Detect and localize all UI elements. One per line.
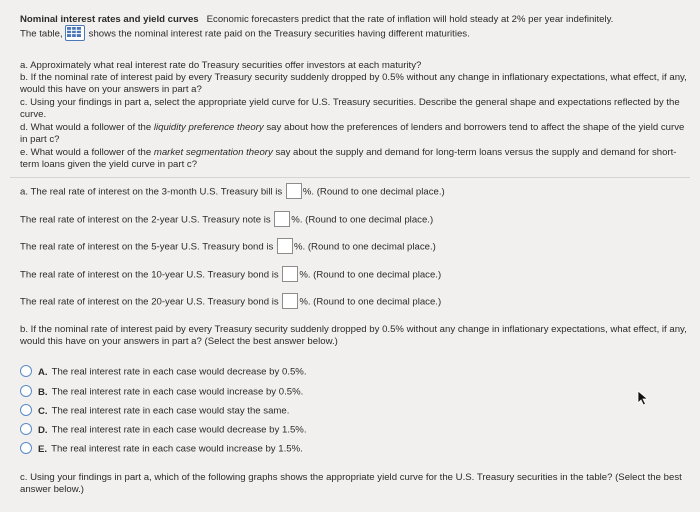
answer-input-3-month[interactable] — [286, 183, 302, 199]
mouse-cursor-icon — [637, 390, 649, 406]
option-b[interactable]: B. The real interest rate in each case would increase by 0.5%. — [20, 386, 303, 399]
option-a[interactable]: A. The real interest rate in each case would decrease by 0.5%. — [20, 366, 307, 379]
option-e[interactable]: E. The real interest rate in each case would increase by 1.5%. — [20, 443, 303, 456]
question-a: a. Approximately what real interest rate do Treasury securities offer investors at each maturity? — [20, 60, 422, 71]
problem-title: Nominal interest rates and yield curves — [20, 14, 199, 25]
option-c[interactable]: C. The real interest rate in each case would stay the same. — [20, 405, 289, 418]
segmentation-theory-term: market segmentation theory — [153, 147, 273, 158]
answer-input-10-year[interactable] — [282, 266, 298, 282]
table-pre-text: The table, — [20, 28, 63, 40]
radio-d[interactable] — [20, 423, 32, 435]
intro-text: Economic forecasters predict that the rate of inflation will hold steady at 2% per year indefinitely. — [206, 14, 614, 25]
question-e: e. What would a follower of the market segmentation theory say about the supply and demand for long-term loans versus the supply and demand for short-term loans given the yield curve in part c? — [20, 147, 677, 170]
answer-input-20-year[interactable] — [282, 293, 298, 309]
option-d[interactable]: D. The real interest rate in each case would decrease by 1.5%. — [20, 424, 307, 437]
intro-paragraph — [20, 14, 692, 42]
answer-row-5-year: The real rate of interest on the 5-year U.S. Treasury bond is %. (Round to one decimal place.) — [20, 239, 692, 255]
answer-row-20-year: The real rate of interest on the 20-year U.S. Treasury bond is %. (Round to one decimal place.) — [20, 294, 692, 310]
part-b-question: b. If the nominal rate of interest paid by every Treasury security suddenly dropped by 0.5% without any change in inflationary expectations, what effect, if any, would this have on your answers in part a? (Select the best answer below.) — [20, 324, 687, 347]
question-d: d. What would a follower of the liquidity preference theory say about how the preferences of lenders and borrowers tend to affect the shape of the yield curve in part c? — [20, 122, 685, 145]
liquidity-theory-term: liquidity preference theory — [153, 122, 264, 133]
radio-e[interactable] — [20, 442, 32, 454]
question-c: c. Using your findings in part a, select the appropriate yield curve for U.S. Treasury securities. Describe the general shape and expectations reflected by the curve. — [20, 97, 680, 120]
answer-input-2-year[interactable] — [274, 211, 290, 227]
answer-input-5-year[interactable] — [277, 238, 293, 254]
question-b: b. If the nominal rate of interest paid by every Treasury security suddenly dropped by 0.5% without any change in inflationary expectations, what effect, if any, would this have on your answers in part a? — [20, 72, 687, 95]
divider — [10, 177, 690, 178]
answer-row-10-year: The real rate of interest on the 10-year U.S. Treasury bond is %. (Round to one decimal place.) — [20, 267, 692, 283]
table-post-text: shows the nominal interest rate paid on the Treasury securities having different maturities. — [88, 28, 470, 40]
radio-b[interactable] — [20, 385, 32, 397]
answer-row-3-month: a. The real rate of interest on the 3-month U.S. Treasury bill is %. (Round to one decimal place.) — [20, 184, 692, 200]
table-icon[interactable] — [65, 25, 85, 41]
radio-a[interactable] — [20, 365, 32, 377]
part-c-question: c. Using your findings in part a, which of the following graphs shows the appropriate yield curve for the U.S. Treasury securities in the table? (Select the best answer below.) — [20, 472, 682, 495]
answer-row-2-year: The real rate of interest on the 2-year U.S. Treasury note is %. (Round to one decimal place.) — [20, 212, 692, 228]
radio-c[interactable] — [20, 404, 32, 416]
